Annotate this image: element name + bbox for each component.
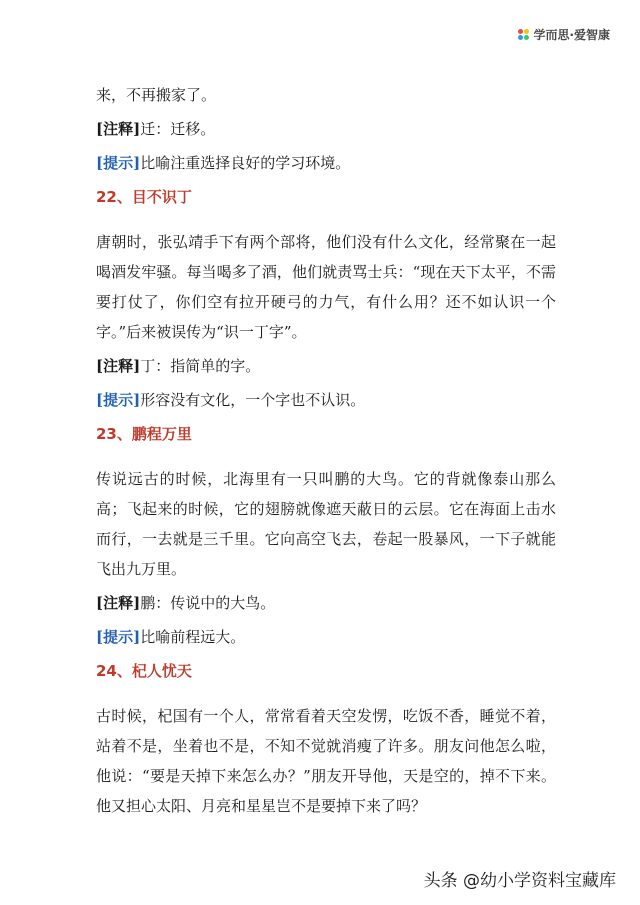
footer-watermark: 头条 @幼小学资料宝藏库 [423, 871, 616, 891]
line-text: 鹏：传说中的大鸟。 [140, 594, 276, 612]
hint-line [96, 385, 556, 415]
line-text: 丁：指简单的字。 [140, 357, 261, 375]
brand-logo [518, 26, 610, 43]
annotation-line [96, 588, 556, 618]
annotation-line [96, 114, 556, 144]
note-tag: [注释] [96, 594, 141, 612]
note-tag: [注释] [96, 120, 141, 138]
logo-text: 学而思·爱智康 [533, 28, 610, 42]
line-text: 迁：迁移。 [140, 120, 216, 138]
line-text: 比喻前程远大。 [140, 628, 246, 646]
section-heading: 22、目不识丁 [96, 188, 192, 206]
hint-line [96, 622, 556, 652]
section-heading: 23、鹏程万里 [96, 425, 192, 443]
hint-tag: [提示] [96, 154, 141, 172]
story-paragraph: 古时候，杞国有一个人，常常看着天空发愣，吃饭不香，睡觉不着，站着不是，坐着也不是，不知不觉就消瘦了许多。朋友问他怎么啦，他说：“要是天掉下来怎么办？”朋友开导他，天是空的，掉不下来。他又担心太阳、月亮和星星岂不是要掉下来了吗？ [96, 707, 556, 815]
document-body [96, 80, 556, 821]
story-paragraph: 唐朝时，张弘靖手下有两个部将，他们没有什么文化，经常聚在一起喝酒发牢骚。每当喝多了酒，他们就责骂士兵：“现在天下太平，不需要打仗了，你们空有拉开硬弓的力气，有什么用？还不如认识一个字。”后来被误传为“识一丁字”。 [96, 233, 556, 341]
note-tag: [注释] [96, 357, 141, 375]
line-text: 比喻注重选择良好的学习环境。 [140, 154, 351, 172]
story-paragraph: 传说远古的时候，北海里有一只叫鹏的大鸟。它的背就像泰山那么高；飞起来的时候，它的翅膀就像遮天蔽日的云层。它在海面上击水而行，一去就是三千里。它向高空飞去，卷起一股暴风，一下子就能飞出九万里。 [96, 470, 556, 578]
section-heading: 24、杞人忧天 [96, 662, 192, 680]
hint-line [96, 148, 556, 178]
text-line: 来，不再搬家了。 [96, 86, 217, 104]
line-text: 形容没有文化，一个字也不认识。 [140, 391, 366, 409]
annotation-line [96, 351, 556, 381]
hint-tag: [提示] [96, 628, 141, 646]
logo-icon [518, 29, 530, 41]
hint-tag: [提示] [96, 391, 141, 409]
